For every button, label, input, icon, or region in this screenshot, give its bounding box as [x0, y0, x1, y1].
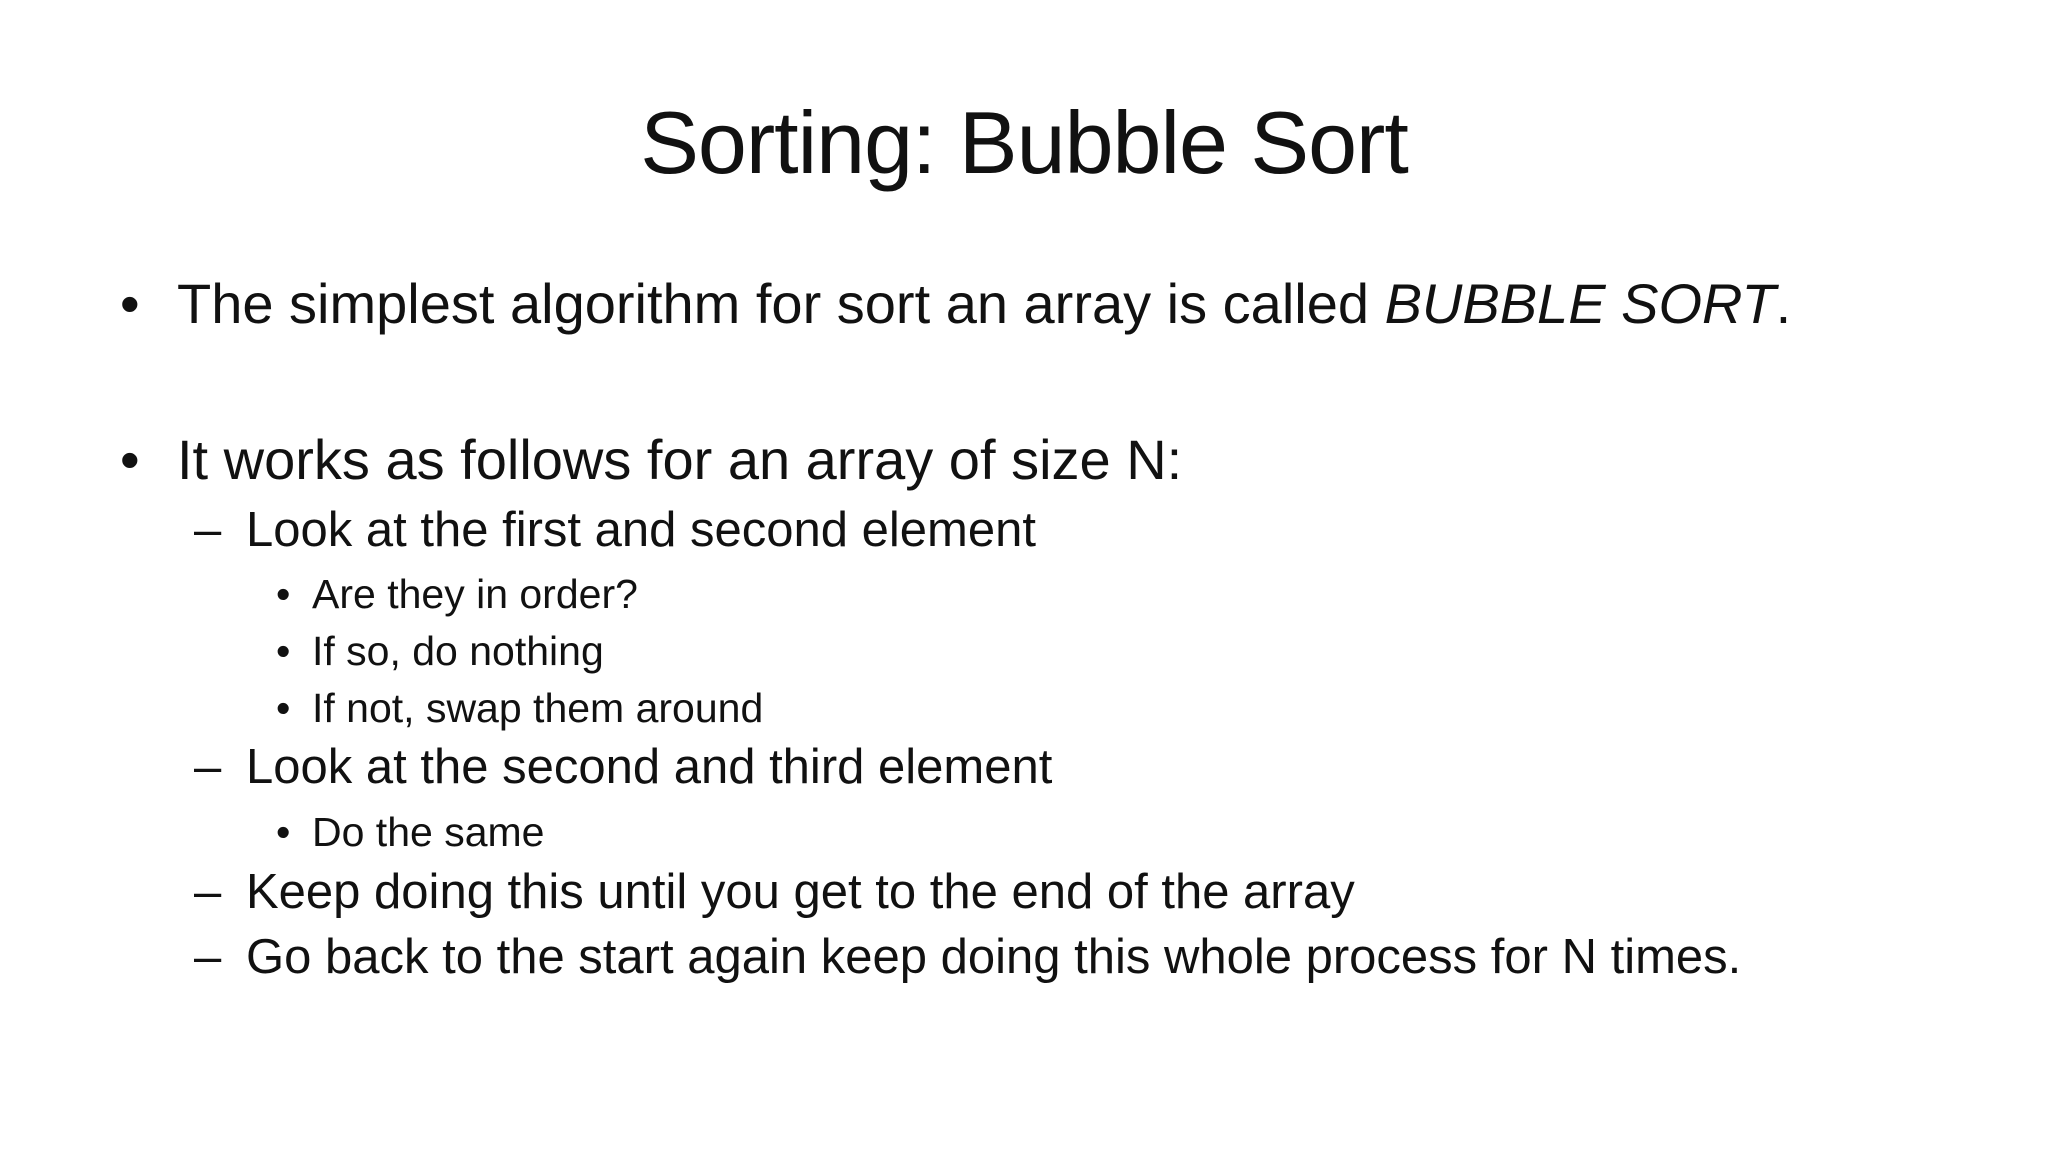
sub-item-3-text: Keep doing this until you get to the end of the array: [246, 865, 1355, 919]
bullet-2: [120, 426, 1183, 494]
sub-item-4: [194, 927, 1742, 987]
sub-sub-item: [276, 625, 604, 677]
bullet-marker: •: [120, 272, 140, 335]
sub-item-1: [194, 500, 1036, 560]
sub-item-1-text: Look at the first and second element: [246, 503, 1036, 557]
bullet-marker: •: [276, 571, 291, 617]
dash-marker: –: [194, 930, 222, 984]
sub-item-4-text: Go back to the start again keep doing this whole process for N times.: [246, 930, 1742, 984]
sub-sub-item-text: If not, swap them around: [312, 685, 764, 731]
bullet-marker: •: [276, 628, 291, 674]
sub-item-3: [194, 862, 1355, 922]
bullet-2-text: It works as follows for an array of size N:: [177, 428, 1183, 491]
sub-sub-item: [276, 806, 545, 858]
bullet-1-emphasis: BUBBLE SORT: [1384, 272, 1776, 335]
sub-sub-item: [276, 682, 764, 734]
bullet-marker: •: [276, 809, 291, 855]
dash-marker: –: [194, 865, 222, 919]
sub-sub-item-text: Are they in order?: [312, 571, 638, 617]
sub-sub-item-text: Do the same: [312, 809, 545, 855]
dash-marker: –: [194, 740, 222, 794]
sub-item-2: [194, 737, 1053, 797]
bullet-1: [120, 270, 1792, 338]
bullet-1-period: .: [1775, 272, 1792, 335]
dash-marker: –: [194, 503, 222, 557]
bullet-marker: •: [120, 428, 140, 491]
bullet-1-text: The simplest algorithm for sort an array is called: [177, 272, 1385, 335]
sub-sub-item: [276, 568, 638, 620]
bullet-marker: •: [276, 685, 291, 731]
sub-item-2-text: Look at the second and third element: [246, 740, 1053, 794]
sub-sub-item-text: If so, do nothing: [312, 628, 604, 674]
slide-title: Sorting: Bubble Sort: [640, 93, 1408, 192]
